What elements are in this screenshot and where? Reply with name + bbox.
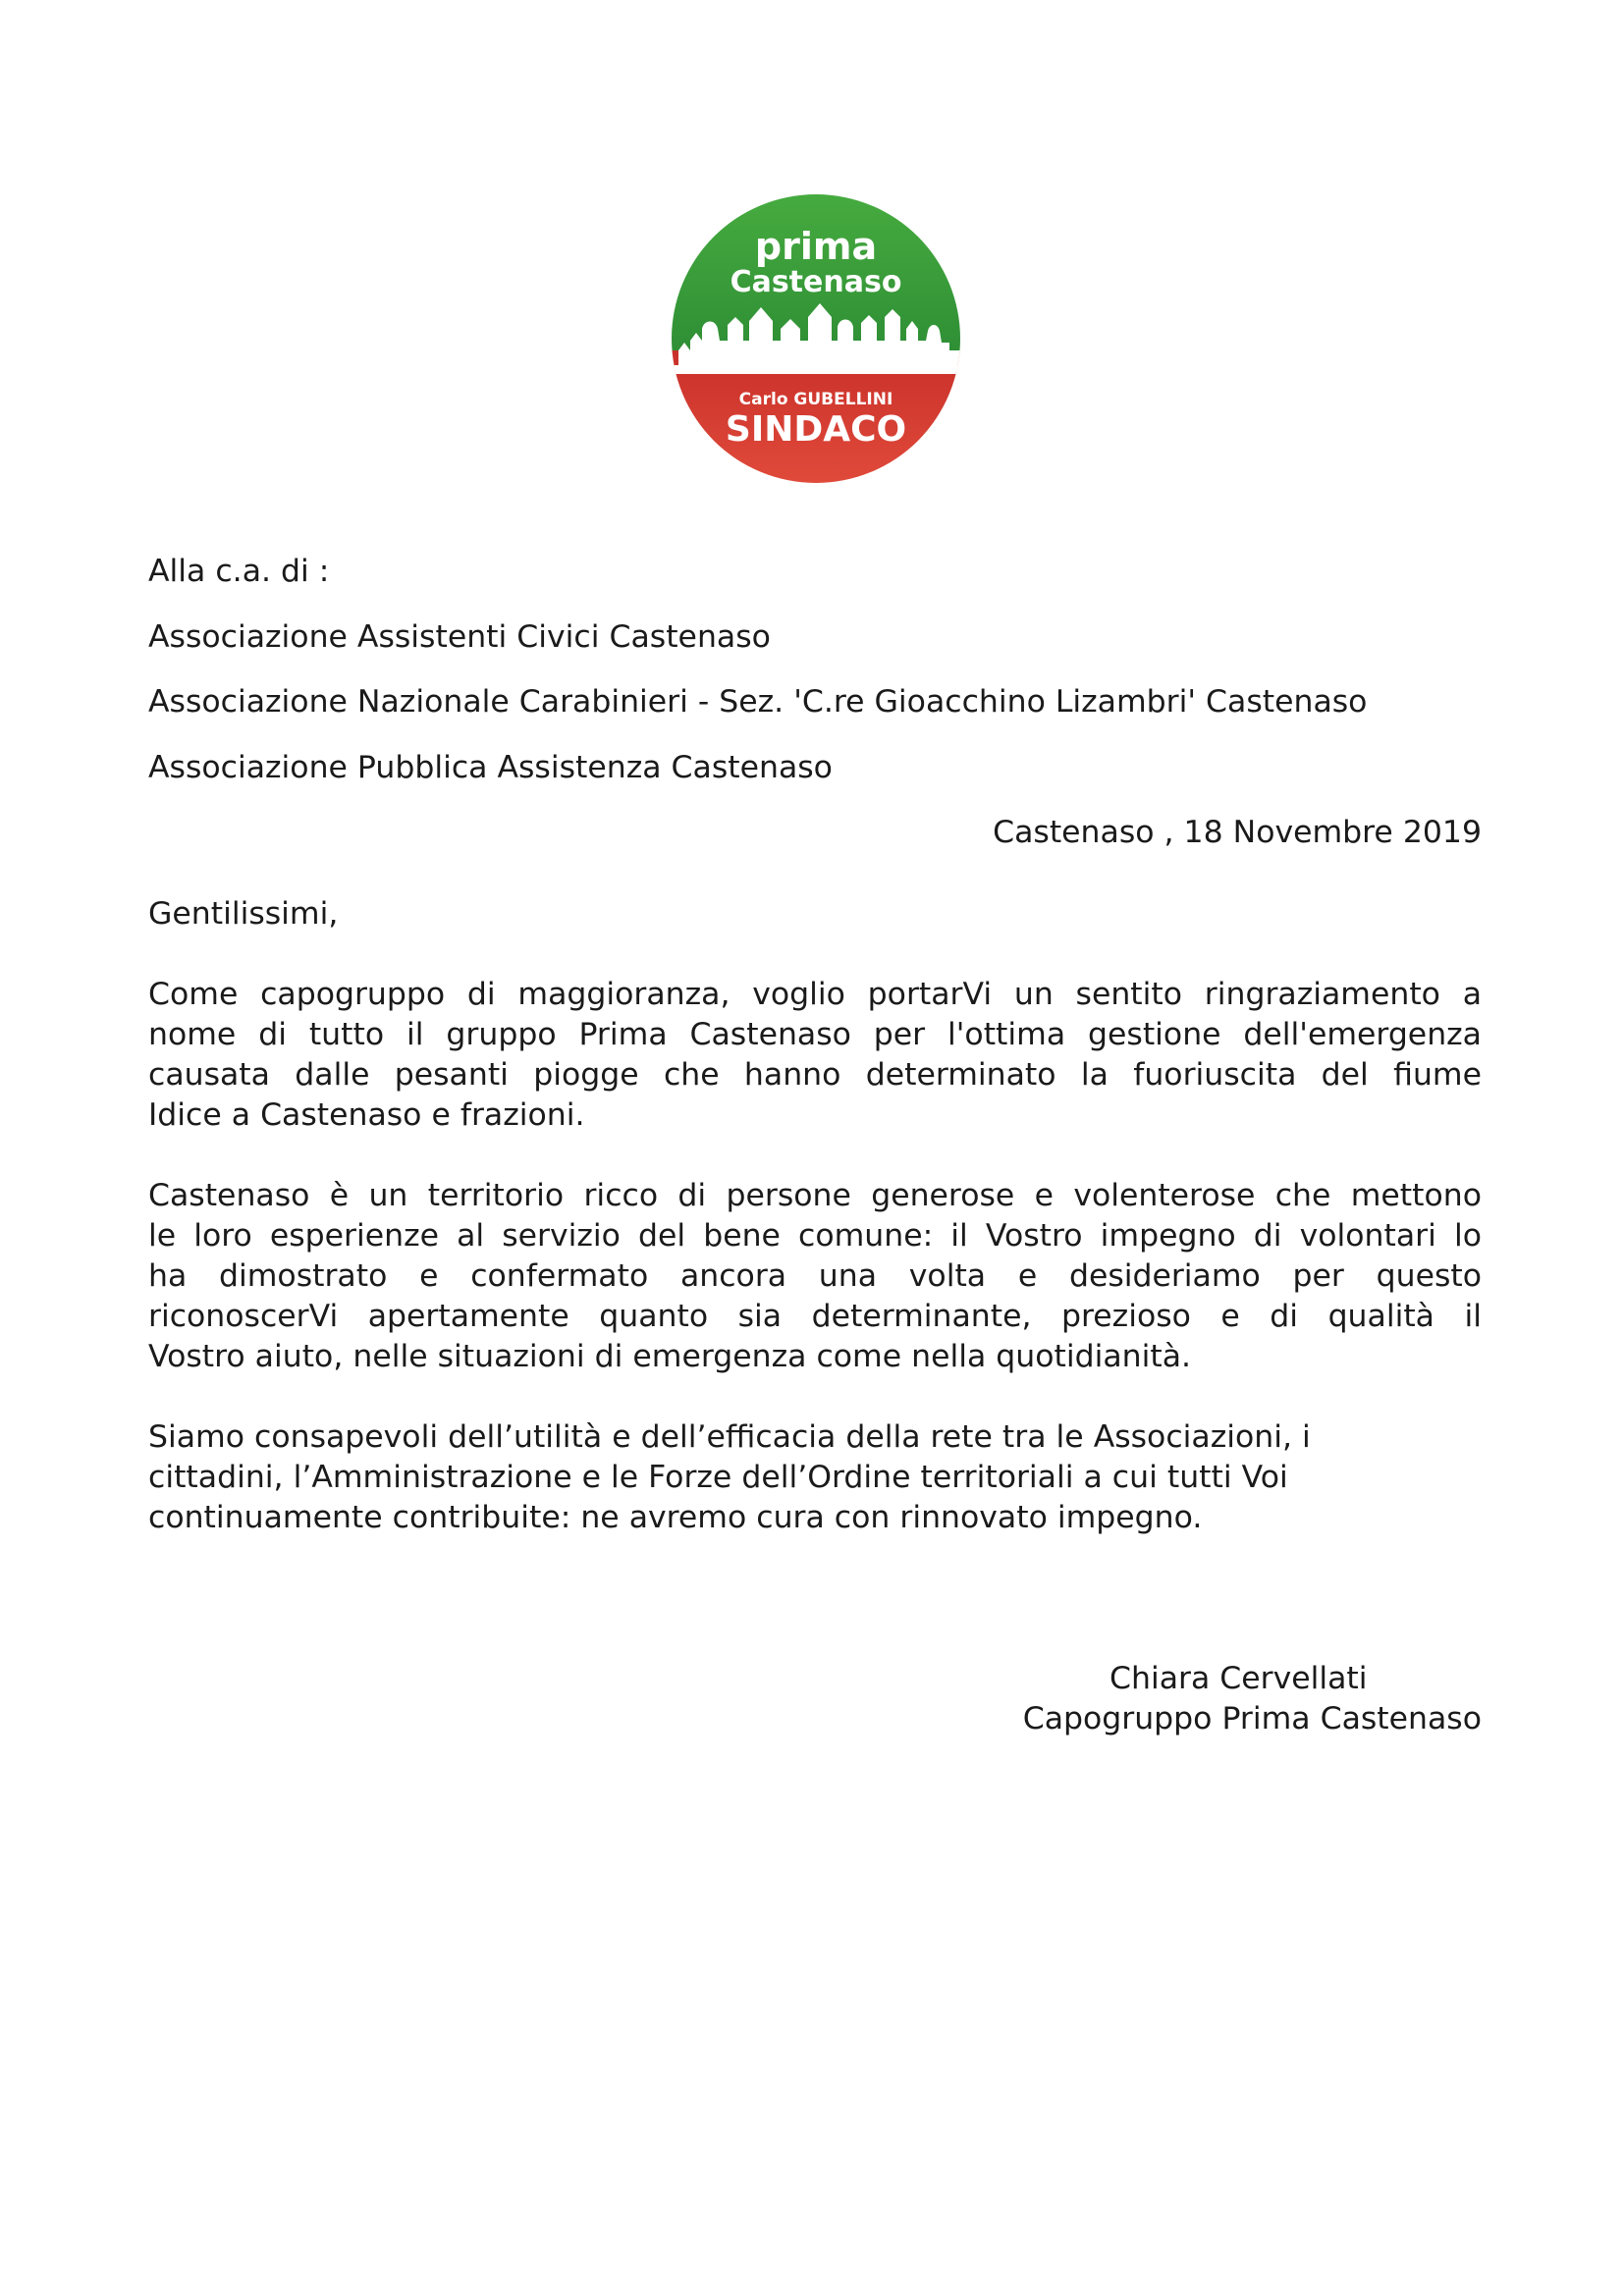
body-paragraph-1 xyxy=(148,975,1482,1136)
attention-line: Alla c.a. di : xyxy=(148,554,330,589)
paragraph-line: ha dimostrato e confermato ancora una volta e desideriamo per questo xyxy=(148,1258,1482,1294)
recipient-2: Associazione Nazionale Carabinieri - Sez. 'C.re Gioacchino Lizambri' Castenaso xyxy=(148,684,1368,720)
paragraph-line: Idice a Castenaso e frazioni. xyxy=(148,1097,585,1133)
paragraph-line: Castenaso è un territorio ricco di persone generose e volenterose che mettono xyxy=(148,1178,1482,1213)
paragraph-line: Siamo consapevoli dell’utilità e dell’efficacia della rete tra le Associazioni, i xyxy=(148,1419,1311,1455)
paragraph-line: nome di tutto il gruppo Prima Castenaso per l'ottima gestione dell'emergenza xyxy=(148,1017,1482,1052)
paragraph-line: causata dalle pesanti piogge che hanno determinato la fuoriuscita del fiume xyxy=(148,1057,1482,1093)
letter-date: Castenaso , 18 Novembre 2019 xyxy=(993,815,1482,850)
paragraph-line: continuamente contribuite: ne avremo cura con rinnovato impegno. xyxy=(148,1500,1203,1535)
logo-candidate: Carlo GUBELLINI xyxy=(738,390,893,409)
paragraph-line: riconoscerVi apertamente quanto sia determinante, prezioso e di qualità il xyxy=(148,1299,1482,1334)
logo-role: SINDACO xyxy=(725,409,907,450)
prima-castenaso-logo xyxy=(671,193,961,484)
body-paragraph-2 xyxy=(148,1176,1482,1377)
paragraph-line: Come capogruppo di maggioranza, voglio portarVi un sentito ringraziamento a xyxy=(148,977,1482,1012)
paragraph-line: le loro esperienze al servizio del bene comune: il Vostro impegno di volontari lo xyxy=(148,1218,1482,1254)
recipient-3: Associazione Pubblica Assistenza Castenaso xyxy=(148,750,833,785)
paragraph-line: Vostro aiuto, nelle situazioni di emergenza come nella quotidianità. xyxy=(148,1339,1192,1374)
logo-line2: Castenaso xyxy=(730,265,902,299)
body-paragraph-3 xyxy=(148,1417,1482,1538)
paragraph-line: cittadini, l’Amministrazione e le Forze dell’Ordine territoriali a cui tutti Voi xyxy=(148,1460,1288,1495)
greeting: Gentilissimi, xyxy=(148,896,339,932)
signature-name: Chiara Cervellati xyxy=(1109,1661,1368,1696)
logo-line1: prima xyxy=(754,225,878,268)
recipient-1: Associazione Assistenti Civici Castenaso xyxy=(148,619,771,655)
signature-title: Capogruppo Prima Castenaso xyxy=(1022,1701,1482,1736)
